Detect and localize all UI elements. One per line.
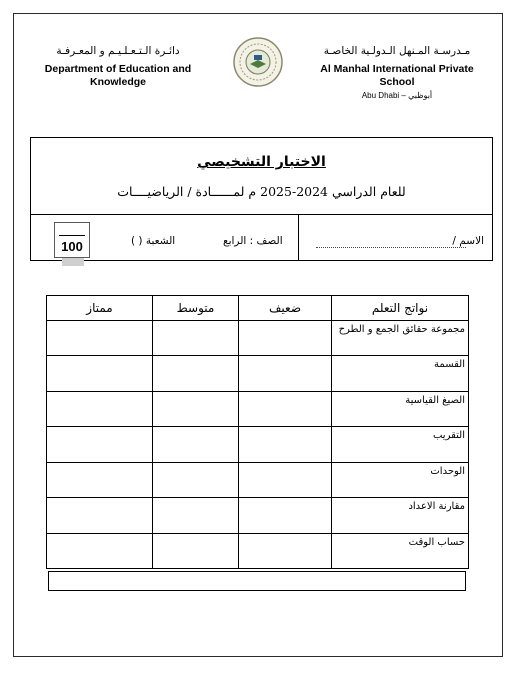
excellent-cell[interactable] xyxy=(47,321,153,356)
department-header xyxy=(28,45,208,89)
outcome-cell: التقريب xyxy=(332,427,469,462)
header-outcomes: نواتج التعلم xyxy=(332,296,469,321)
outcome-cell: مقارنة الاعداد xyxy=(332,498,469,533)
weak-cell[interactable] xyxy=(239,462,332,497)
outcome-cell: حساب الوقت xyxy=(332,533,469,568)
header-excellent: ممتاز xyxy=(47,296,153,321)
outcomes-table xyxy=(46,295,469,569)
outcome-cell: الصيغ القياسية xyxy=(332,391,469,426)
grade-label: الصف : الرابع xyxy=(223,235,283,247)
average-cell[interactable] xyxy=(153,498,239,533)
school-header xyxy=(306,45,488,100)
score-value: 100 xyxy=(61,239,83,254)
table-row xyxy=(47,427,469,462)
excellent-cell[interactable] xyxy=(47,498,153,533)
exam-subtitle: للعام الدراسي 2024-2025 م لمــــــادة / الرياضيــــات xyxy=(117,184,406,199)
exam-title-box xyxy=(30,137,493,215)
header-average: متوسط xyxy=(153,296,239,321)
score-shadow xyxy=(62,258,84,266)
table-row xyxy=(47,356,469,391)
exam-title: الاختبار التشخيصي xyxy=(197,154,326,170)
weak-cell[interactable] xyxy=(239,427,332,462)
table-row xyxy=(47,462,469,497)
average-cell[interactable] xyxy=(153,427,239,462)
score-box xyxy=(54,222,90,258)
department-english: Department of Education and Knowledge xyxy=(44,63,192,88)
average-cell[interactable] xyxy=(153,533,239,568)
table-row xyxy=(47,391,469,426)
school-english: Al Manhal International Private School xyxy=(320,63,474,88)
table-header-row xyxy=(47,296,469,321)
excellent-cell[interactable] xyxy=(47,533,153,568)
average-cell[interactable] xyxy=(153,462,239,497)
table-row xyxy=(47,321,469,356)
table-row xyxy=(47,533,469,568)
weak-cell[interactable] xyxy=(239,391,332,426)
school-city: Abu Dhabi – أبوظبي xyxy=(361,91,433,100)
weak-cell[interactable] xyxy=(239,321,332,356)
notes-box[interactable] xyxy=(48,571,466,591)
student-info-box xyxy=(30,215,493,261)
header-weak: ضعيف xyxy=(239,296,332,321)
outcome-cell: مجموعة حقائق الجمع و الطرح xyxy=(332,321,469,356)
average-cell[interactable] xyxy=(153,391,239,426)
excellent-cell[interactable] xyxy=(47,356,153,391)
excellent-cell[interactable] xyxy=(47,462,153,497)
weak-cell[interactable] xyxy=(239,356,332,391)
school-arabic: مـدرسـة المـنهل الـدولـية الخاصـة xyxy=(323,45,471,57)
excellent-cell[interactable] xyxy=(47,427,153,462)
info-divider xyxy=(298,215,299,261)
table-row xyxy=(47,498,469,533)
weak-cell[interactable] xyxy=(239,498,332,533)
name-field[interactable] xyxy=(316,247,466,248)
average-cell[interactable] xyxy=(153,356,239,391)
outcome-cell: القسمة xyxy=(332,356,469,391)
outcome-cell: الوحدات xyxy=(332,462,469,497)
weak-cell[interactable] xyxy=(239,533,332,568)
score-line xyxy=(59,235,85,236)
section-label: الشعبة ( ) xyxy=(131,235,176,247)
department-arabic: دائـرة الـتـعـلـيـم و المعـرفـة xyxy=(56,45,180,57)
name-label: الاسم / xyxy=(452,235,484,247)
average-cell[interactable] xyxy=(153,321,239,356)
school-logo xyxy=(232,36,284,88)
excellent-cell[interactable] xyxy=(47,391,153,426)
